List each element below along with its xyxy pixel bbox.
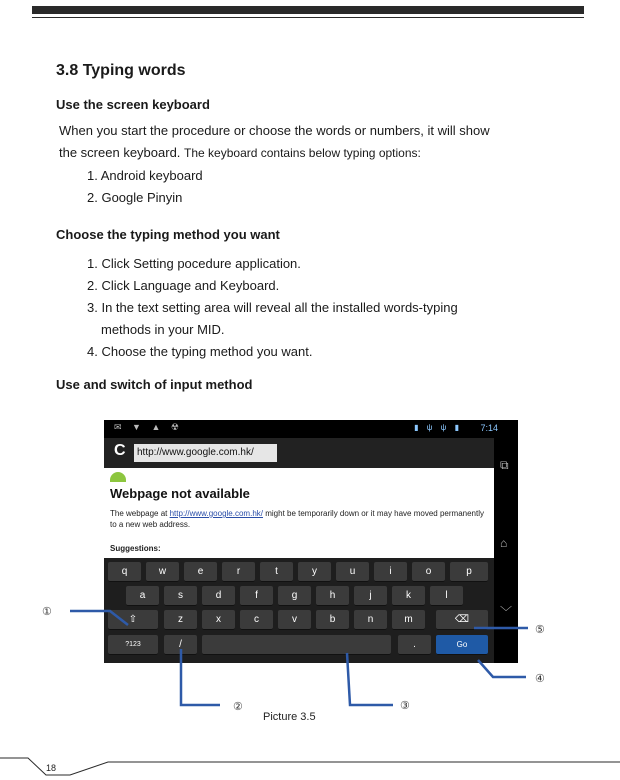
error-title: Webpage not available: [110, 486, 250, 501]
key-h[interactable]: h: [316, 586, 349, 606]
list-item: 3. In the text setting area will reveal all the installed words-typing: [87, 300, 458, 315]
key-i[interactable]: i: [374, 562, 407, 582]
slash-key[interactable]: /: [164, 635, 197, 655]
error-prefix: The webpage at: [110, 509, 170, 518]
reload-icon[interactable]: C: [114, 442, 126, 459]
error-link[interactable]: http://www.google.com.hk/: [169, 509, 263, 518]
key-r[interactable]: r: [222, 562, 255, 582]
key-p[interactable]: p: [450, 562, 488, 582]
key-c[interactable]: c: [240, 610, 273, 630]
url-input[interactable]: http://www.google.com.hk/: [134, 444, 277, 462]
key-d[interactable]: d: [202, 586, 235, 606]
key-l[interactable]: l: [430, 586, 463, 606]
key-o[interactable]: o: [412, 562, 445, 582]
key-s[interactable]: s: [164, 586, 197, 606]
page-number: 18: [46, 763, 57, 773]
heading-choose-method: Choose the typing method you want: [56, 227, 280, 242]
figure-caption: Picture 3.5: [263, 711, 316, 723]
error-suffix: might be temporarily down or it may have moved permanently to a new web address.: [110, 509, 484, 529]
status-bar: [104, 420, 518, 438]
key-w[interactable]: w: [146, 562, 179, 582]
key-a[interactable]: a: [126, 586, 159, 606]
home-icon[interactable]: ⌂: [500, 536, 508, 550]
delete-key[interactable]: ⌫: [436, 610, 488, 630]
key-x[interactable]: x: [202, 610, 235, 630]
key-j[interactable]: j: [354, 586, 387, 606]
go-key[interactable]: Go: [436, 635, 488, 655]
key-k[interactable]: k: [392, 586, 425, 606]
key-z[interactable]: z: [164, 610, 197, 630]
callout-2: ②: [233, 701, 243, 713]
section-title: 3.8 Typing words: [56, 62, 186, 79]
paragraph-line-1: When you start the procedure or choose the words or numbers, it will show: [59, 123, 490, 138]
suggestions-label: Suggestions:: [110, 544, 161, 553]
key-g[interactable]: g: [278, 586, 311, 606]
key-b[interactable]: b: [316, 610, 349, 630]
nav-column: [494, 438, 518, 663]
shift-key[interactable]: ⇧: [108, 610, 158, 630]
callout-5: ⑤: [535, 624, 545, 636]
page-content: [104, 468, 494, 558]
key-e[interactable]: e: [184, 562, 217, 582]
status-time: 7:14: [480, 423, 498, 433]
screen-keyboard-paragraph: [59, 120, 579, 164]
numbers-key[interactable]: ?123: [108, 635, 158, 655]
period-key[interactable]: .: [398, 635, 431, 655]
key-q[interactable]: q: [108, 562, 141, 582]
key-u[interactable]: u: [336, 562, 369, 582]
heading-switch-method: Use and switch of input method: [56, 377, 253, 392]
list-item: 2. Google Pinyin: [87, 190, 183, 205]
paragraph-line-2b: The keyboard contains below typing options:: [184, 146, 421, 160]
callout-1: ①: [42, 606, 52, 618]
android-icon: [110, 472, 126, 482]
device-screenshot: [104, 420, 518, 663]
key-v[interactable]: v: [278, 610, 311, 630]
list-item: 4. Choose the typing method you want.: [87, 344, 313, 359]
heading-screen-keyboard: Use the screen keyboard: [56, 97, 210, 112]
onscreen-keyboard: [104, 558, 494, 663]
key-y[interactable]: y: [298, 562, 331, 582]
paragraph-line-2a: the screen keyboard.: [59, 145, 185, 160]
callout-4: ④: [535, 673, 545, 685]
key-f[interactable]: f: [240, 586, 273, 606]
error-message: [110, 508, 490, 530]
list-item: 1. Click Setting pocedure application.: [87, 256, 301, 271]
recent-apps-icon[interactable]: ⧉: [500, 458, 509, 472]
list-item: methods in your MID.: [101, 322, 225, 337]
list-item: 2. Click Language and Keyboard.: [87, 278, 280, 293]
notification-icons: ✉ ▼ ▲ ☢: [114, 422, 183, 432]
callout-3: ③: [400, 700, 410, 712]
space-key[interactable]: [202, 635, 391, 655]
url-bar: [104, 438, 494, 468]
header-rule: [32, 17, 584, 18]
signal-icons: ▮ ψ ψ ▮: [414, 423, 462, 432]
list-item: 1. Android keyboard: [87, 168, 203, 183]
browser-view: [104, 438, 494, 558]
key-t[interactable]: t: [260, 562, 293, 582]
key-m[interactable]: m: [392, 610, 425, 630]
back-icon[interactable]: ﹀: [500, 605, 513, 619]
header-bar: [32, 6, 584, 14]
key-n[interactable]: n: [354, 610, 387, 630]
